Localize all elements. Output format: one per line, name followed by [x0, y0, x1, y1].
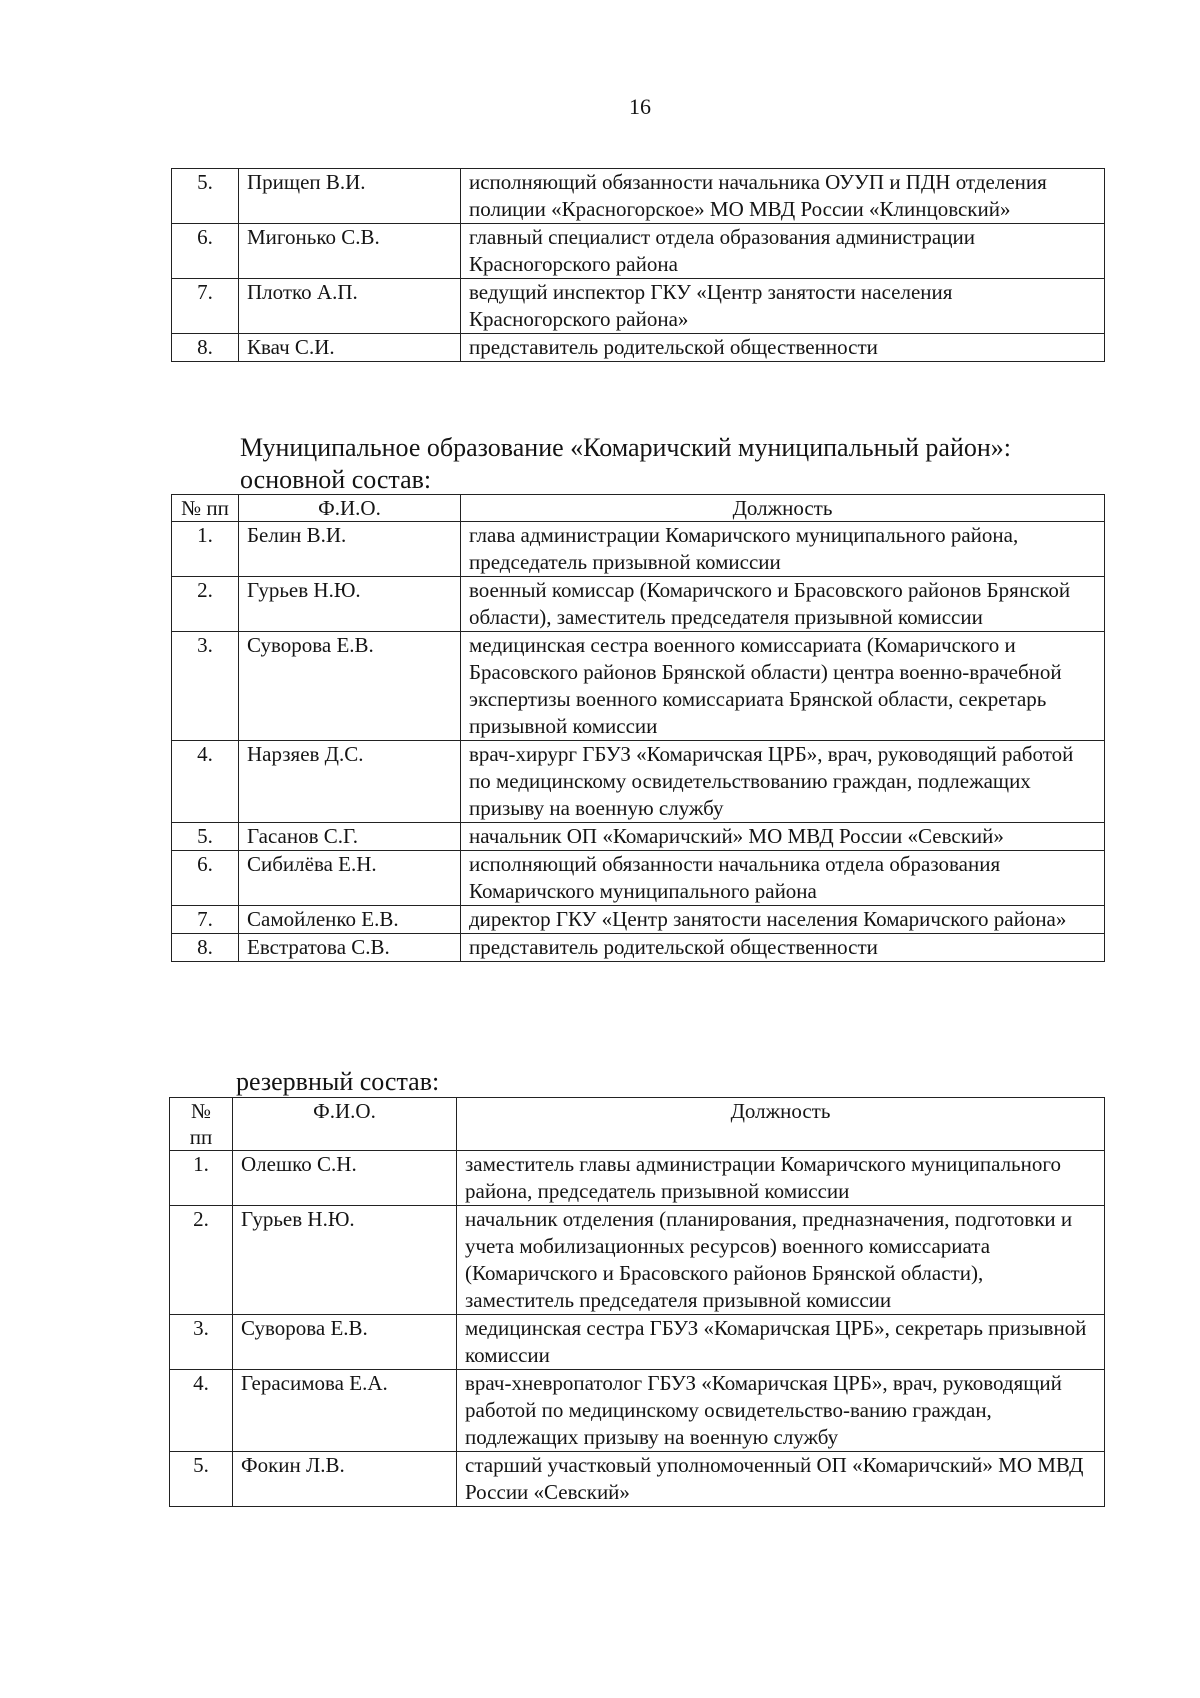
- person-name: Плотко А.П.: [239, 279, 461, 334]
- person-position: старший участковый уполномоченный ОП «Комаричский» МО МВД России «Севский»: [457, 1452, 1105, 1507]
- person-position: заместитель главы администрации Комаричского муниципального района, председатель призывной комиссии: [457, 1151, 1105, 1206]
- person-name: Квач С.И.: [239, 334, 461, 362]
- table-row: [172, 279, 1105, 334]
- person-name: Олешко С.Н.: [233, 1151, 457, 1206]
- person-name: Гурьев Н.Ю.: [239, 577, 461, 632]
- table-row: [170, 1206, 1105, 1315]
- person-position: глава администрации Комаричского муниципального района, председатель призывной комиссии: [461, 522, 1105, 577]
- table-row: [170, 1151, 1105, 1206]
- table-row: [172, 224, 1105, 279]
- person-name: Гурьев Н.Ю.: [233, 1206, 457, 1315]
- main-composition-table: [171, 494, 1105, 962]
- table-row: [172, 823, 1105, 851]
- municipality-heading: Муниципальное образование «Комаричский муниципальный район»:: [240, 433, 1012, 462]
- table-row: [172, 632, 1105, 741]
- row-number: 4.: [170, 1370, 233, 1452]
- row-number: 6.: [172, 851, 239, 906]
- person-name: Нарзяев Д.С.: [239, 741, 461, 823]
- table-body: [172, 522, 1105, 962]
- column-header-position: Должность: [457, 1098, 1105, 1151]
- person-name: Сибилёва Е.Н.: [239, 851, 461, 906]
- person-name: Мигонько С.В.: [239, 224, 461, 279]
- table-header-row: [172, 495, 1105, 522]
- table-body: [172, 169, 1105, 362]
- page-number: 16: [629, 94, 651, 119]
- table-row: [172, 851, 1105, 906]
- person-name: Суворова Е.В.: [239, 632, 461, 741]
- row-number: 8.: [172, 934, 239, 962]
- row-number: 1.: [172, 522, 239, 577]
- table-row: [172, 741, 1105, 823]
- table-body: [170, 1151, 1105, 1507]
- reserve-composition-heading: резервный состав:: [236, 1067, 440, 1096]
- person-position: представитель родительской общественности: [461, 934, 1105, 962]
- person-name: Фокин Л.В.: [233, 1452, 457, 1507]
- person-position: начальник отделения (планирования, предназначения, подготовки и учета мобилизационных ресурсов) военного комиссариата (Комаричского и Брасовского районов Брянской области), заместитель председателя призывной комиссии: [457, 1206, 1105, 1315]
- person-position: медицинская сестра военного комиссариата (Комаричского и Брасовского районов Брянской области) центра военно-врачебной экспертизы военного комиссариата Брянской области, секретарь призывной комиссии: [461, 632, 1105, 741]
- person-position: исполняющий обязанности начальника отдела образования Комаричского муниципального района: [461, 851, 1105, 906]
- person-position: начальник ОП «Комаричский» МО МВД России «Севский»: [461, 823, 1105, 851]
- column-header-name: Ф.И.О.: [239, 495, 461, 522]
- table-row: [172, 934, 1105, 962]
- row-number: 8.: [172, 334, 239, 362]
- row-number: 5.: [172, 823, 239, 851]
- table-row: [172, 169, 1105, 224]
- table-row: [172, 334, 1105, 362]
- person-position: представитель родительской общественности: [461, 334, 1105, 362]
- person-position: директор ГКУ «Центр занятости населения Комаричского района»: [461, 906, 1105, 934]
- table-row: [172, 906, 1105, 934]
- person-position: врач-хневропатолог ГБУЗ «Комаричская ЦРБ», врач, руководящий работой по медицинскому освидетельство-ванию граждан, подлежащих призыву на военную службу: [457, 1370, 1105, 1452]
- table-row: [170, 1370, 1105, 1452]
- table-row: [170, 1315, 1105, 1370]
- person-position: военный комиссар (Комаричского и Брасовского районов Брянской области), заместитель председателя призывной комиссии: [461, 577, 1105, 632]
- person-position: медицинская сестра ГБУЗ «Комаричская ЦРБ», секретарь призывной комиссии: [457, 1315, 1105, 1370]
- table-row: [170, 1452, 1105, 1507]
- row-number: 4.: [172, 741, 239, 823]
- person-position: исполняющий обязанности начальника ОУУП и ПДН отделения полиции «Красногорское» МО МВД России «Клинцовский»: [461, 169, 1105, 224]
- column-header-position: Должность: [461, 495, 1105, 522]
- column-header-name: Ф.И.О.: [233, 1098, 457, 1151]
- table-header-row: [170, 1098, 1105, 1151]
- person-name: Самойленко Е.В.: [239, 906, 461, 934]
- person-position: главный специалист отдела образования администрации Красногорского района: [461, 224, 1105, 279]
- reserve-composition-table: [169, 1097, 1105, 1507]
- row-number: 5.: [170, 1452, 233, 1507]
- column-header-number: № пп: [172, 495, 239, 522]
- table-row: [172, 577, 1105, 632]
- row-number: 7.: [172, 279, 239, 334]
- person-name: Гасанов С.Г.: [239, 823, 461, 851]
- person-name: Герасимова Е.А.: [233, 1370, 457, 1452]
- row-number: 2.: [170, 1206, 233, 1315]
- person-name: Суворова Е.В.: [233, 1315, 457, 1370]
- row-number: 2.: [172, 577, 239, 632]
- row-number: 7.: [172, 906, 239, 934]
- column-header-number: № пп: [170, 1098, 233, 1151]
- row-number: 6.: [172, 224, 239, 279]
- person-position: врач-хирург ГБУЗ «Комаричская ЦРБ», врач, руководящий работой по медицинскому освидетельствованию граждан, подлежащих призыву на военную службу: [461, 741, 1105, 823]
- table-row: [172, 522, 1105, 577]
- row-number: 3.: [172, 632, 239, 741]
- person-position: ведущий инспектор ГКУ «Центр занятости населения Красногорского района»: [461, 279, 1105, 334]
- main-composition-heading: основной состав:: [240, 465, 432, 494]
- person-name: Белин В.И.: [239, 522, 461, 577]
- person-name: Прищеп В.И.: [239, 169, 461, 224]
- row-number: 5.: [172, 169, 239, 224]
- row-number: 3.: [170, 1315, 233, 1370]
- continued-table: [171, 168, 1105, 362]
- person-name: Евстратова С.В.: [239, 934, 461, 962]
- row-number: 1.: [170, 1151, 233, 1206]
